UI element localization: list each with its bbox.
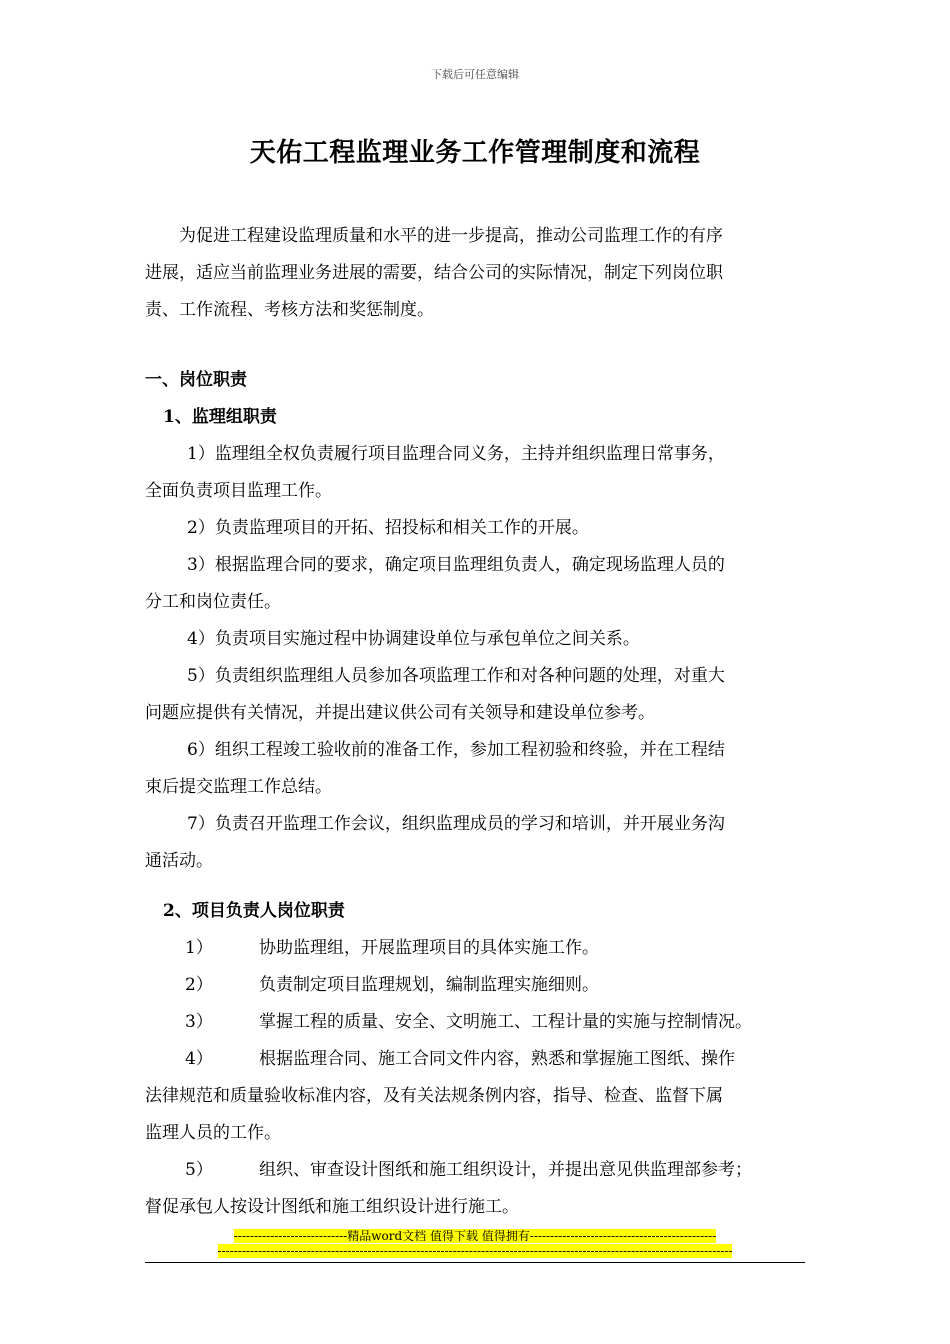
section-position-duties bbox=[145, 362, 805, 880]
duty-item-line: 问题应提供有关情况，并提出建议供公司有关领导和建设单位参考。 bbox=[145, 703, 655, 723]
item-number: 2） bbox=[185, 975, 213, 995]
duty-item-line: 1）监理组全权负责履行项目监理合同义务，主持并组织监理日常事务， bbox=[187, 444, 725, 464]
intro-line: 进展，适应当前监理业务进展的需要，结合公司的实际情况，制定下列岗位职 bbox=[145, 263, 723, 283]
duty-item-line: 3）根据监理合同的要求，确定项目监理组负责人，确定现场监理人员的 bbox=[187, 555, 725, 575]
duty-item-line: 全面负责项目监理工作。 bbox=[145, 481, 332, 501]
lead-duty-item bbox=[145, 930, 805, 967]
duty-item-line: 2）负责监理项目的开拓、招投标和相关工作的开展。 bbox=[187, 518, 589, 538]
item-number: 3） bbox=[185, 1012, 213, 1032]
item-number: 5） bbox=[185, 1160, 213, 1180]
document-title: 天佑工程监理业务工作管理制度和流程 bbox=[249, 138, 701, 168]
header-note: 下载后可任意编辑 bbox=[431, 68, 519, 81]
subsection-project-lead bbox=[145, 893, 805, 1226]
lead-duty-item bbox=[145, 1041, 805, 1078]
item-text-continued: 法律规范和质量验收标准内容，及有关法规条例内容，指导、检查、监督下属 bbox=[145, 1086, 723, 1106]
item-text: 根据监理合同、施工合同文件内容，熟悉和掌握施工图纸、操作 bbox=[259, 1049, 735, 1069]
duty-item-line: 5）负责组织监理组人员参加各项监理工作和对各种问题的处理，对重大 bbox=[187, 666, 725, 686]
item-number: 4） bbox=[185, 1049, 213, 1069]
duty-item-line: 束后提交监理工作总结。 bbox=[145, 777, 332, 797]
duty-item-line: 通活动。 bbox=[145, 851, 213, 871]
subsection-heading: 1、监理组职责 bbox=[163, 407, 277, 427]
item-text: 协助监理组，开展监理项目的具体实施工作。 bbox=[259, 938, 599, 958]
footer-banner bbox=[0, 1229, 950, 1259]
lead-duty-item bbox=[145, 967, 805, 1004]
intro-line: 为促进工程建设监理质量和水平的进一步提高，推动公司监理工作的有序 bbox=[179, 226, 723, 246]
item-number: 1） bbox=[185, 938, 213, 958]
item-text: 负责制定项目监理规划，编制监理实施细则。 bbox=[259, 975, 599, 995]
duty-item-line: 7）负责召开监理工作会议，组织监理成员的学习和培训，并开展业务沟 bbox=[187, 814, 725, 834]
intro-paragraph bbox=[145, 218, 805, 329]
item-text-continued: 监理人员的工作。 bbox=[145, 1123, 281, 1143]
footer-rule bbox=[145, 1262, 805, 1263]
duty-item-line: 分工和岗位责任。 bbox=[145, 592, 281, 612]
item-text-continued: 督促承包人按设计图纸和施工组织设计进行施工。 bbox=[145, 1197, 519, 1217]
duty-item-line: 6）组织工程竣工验收前的准备工作，参加工程初验和终验，并在工程结 bbox=[187, 740, 725, 760]
lead-duty-item bbox=[145, 1004, 805, 1041]
lead-duty-item bbox=[145, 1152, 805, 1189]
item-text: 组织、审查设计图纸和施工组织设计，并提出意见供监理部参考； bbox=[259, 1160, 752, 1180]
footer-line-1: ----------------------------精品word文档 值得下载 值得拥有---------------------------------------------- bbox=[233, 1229, 717, 1243]
footer-line-2: ------------------------------------------------------------------------------------------------------------------------------- bbox=[217, 1244, 733, 1258]
subsection-heading: 2、项目负责人岗位职责 bbox=[163, 901, 345, 921]
section-heading: 一、岗位职责 bbox=[145, 370, 247, 390]
item-text: 掌握工程的质量、安全、文明施工、工程计量的实施与控制情况。 bbox=[259, 1012, 752, 1032]
duty-item-line: 4）负责项目实施过程中协调建设单位与承包单位之间关系。 bbox=[187, 629, 640, 649]
intro-line: 责、工作流程、考核方法和奖惩制度。 bbox=[145, 300, 434, 320]
